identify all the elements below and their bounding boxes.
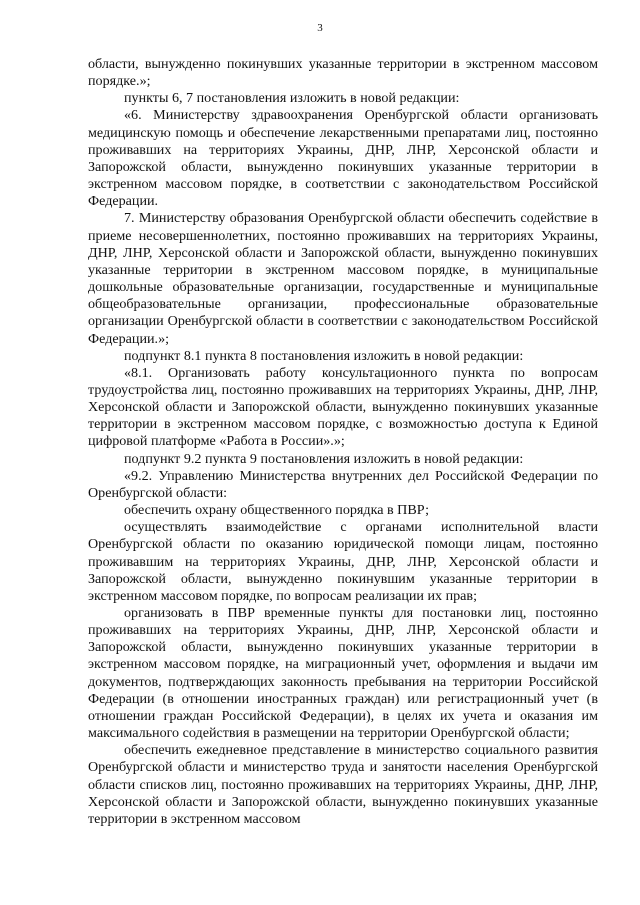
paragraph: организовать в ПВР временные пункты для постановки лиц, постоянно проживавших на территориях Украины, ДНР, ЛНР, Херсонской области и Запорожской области, вынужденно покинувших указанные территории в экстренном массовом порядке, на миграционный учет, оформления и выдачи им документов, подтверждающих законность пребывания на территории Российской Федерации (в отношении иностранных граждан) или регистрационный учет (в отношении граждан Российской Федерации), в целях их учета и оказания им максимального содействия в размещении на территории Оренбургской области; (88, 605, 598, 742)
paragraph: обеспечить охрану общественного порядка в ПВР; (124, 502, 430, 519)
paragraph: области, вынужденно покинувших указанные территории в экстренном массовом порядке.»; (88, 56, 598, 90)
paragraph: обеспечить ежедневное представление в министерство социального развития Оренбургской области и министерство труда и занятости населения Оренбургской области списков лиц, постоянно проживавших на территориях Украины, ДНР, ЛНР, Херсонской области и Запорожской области, вынужденно покинувших указанные территории в экстренном массовом (88, 742, 598, 827)
paragraph: подпункт 8.1 пункта 8 постановления изложить в новой редакции: (124, 347, 524, 364)
paragraph: осуществлять взаимодействие с органами исполнительной власти Оренбургской области по оказанию юридической помощи лицам, постоянно проживавшим на территориях Украины, ДНР, ЛНР, Херсонской области и Запорожской области, вынужденно покинувшим указанные территории в экстренном массовом порядке, по вопросам реализации их прав; (88, 519, 598, 604)
paragraph: подпункт 9.2 пункта 9 постановления изложить в новой редакции: (124, 450, 524, 467)
paragraph: «8.1. Организовать работу консультационного пункта по вопросам трудоустройства лиц, постоянно проживавших на территориях Украины, ДНР, ЛНР, Херсонской области и Запорожской области, вынужденно покинувших указанные территории в экстренном массовом порядке, с возможностью доступа к Единой цифровой платформе «Работа в России».»; (88, 364, 598, 450)
paragraph: 7. Министерству образования Оренбургской области обеспечить содействие в приеме несовершеннолетних, постоянно проживавших на территориях Украины, ДНР, ЛНР, Херсонской области и Запорожской области, вынужденно покинувших указанные территории в экстренном массовом порядке, в муниципальные дошкольные образовательные организации, государственные и муниципальные общеобразовательные организации, профессиональные образовательные организации Оренбургской области в соответствии с законодательством Российской Федерации.»; (88, 210, 598, 347)
paragraph: «9.2. Управлению Министерства внутренних дел Российской Федерации по Оренбургской области: (88, 467, 598, 501)
paragraph: «6. Министерству здравоохранения Оренбургской области организовать медицинскую помощь и обеспечение лекарственными препаратами лиц, постоянно проживавших на территориях Украины, ДНР, ЛНР, Херсонской области и Запорожской области, вынужденно покинувших указанные территории в экстренном массовом порядке, в соответствии с законодательством Российской Федерации. (88, 107, 598, 210)
document-body (88, 56, 598, 828)
page-number: 3 (317, 22, 323, 34)
paragraph: пункты 6, 7 постановления изложить в новой редакции: (124, 90, 460, 107)
